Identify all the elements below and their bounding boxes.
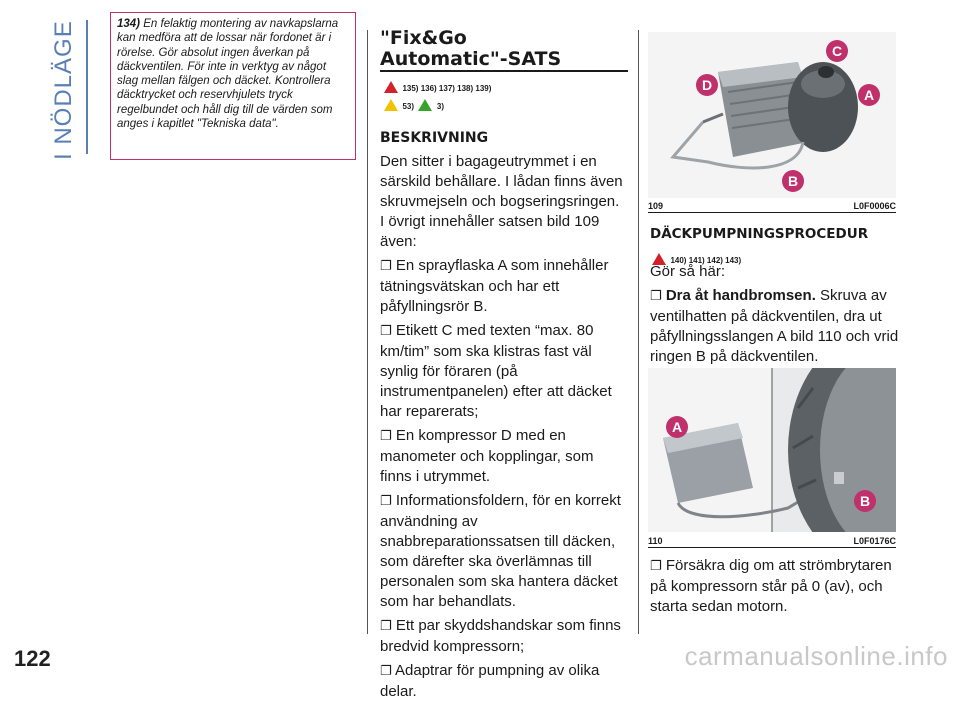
figure-109-rule <box>648 212 896 213</box>
section-tab-rule <box>86 20 88 154</box>
figure-label-a: A <box>858 84 880 106</box>
kit-warning-refs-red <box>384 78 491 96</box>
section-tab <box>44 20 84 160</box>
kit-intro2: I övrigt innehåller satsen bild 109 även: <box>380 213 600 250</box>
kit-refs-green: 3) <box>436 102 445 111</box>
kit-item: ❐ Informationsfoldern, för en korrekt användning av snabbreparationssatsen till däcken, som därefter ska överlämnas till personalen som ska hantera däcket som har behandlats. <box>380 492 621 610</box>
pump-step-2: ❐ Försäkra dig om att strömbrytaren på kompressorn står på 0 (av), och starta sedan motorn. <box>650 557 892 615</box>
kit-item: ❐ Ett par skyddshandskar som finns bredvid kompressorn; <box>380 617 621 655</box>
checkbox-bullet-icon: ❐ <box>380 664 392 679</box>
compressor-illustration <box>648 32 896 198</box>
column-divider-2 <box>638 30 639 634</box>
figure-109-caption <box>648 201 896 211</box>
pump-refs-red: 140) 141) 142) 143) <box>670 256 742 265</box>
checkbox-bullet-icon: ❐ <box>380 494 392 509</box>
pump-heading: DÄCKPUMPNINGSPROCEDUR <box>650 226 869 242</box>
checkbox-bullet-icon: ❐ <box>380 429 392 444</box>
figure-110-caption <box>648 536 896 546</box>
kit-item: ❐ Adaptrar för pumpning av olika delar. <box>380 662 600 700</box>
figure-109-number: 109 <box>648 201 664 211</box>
section-tab-label: I NÖDLÄGE <box>50 20 77 160</box>
checkbox-bullet-icon: ❐ <box>650 559 662 574</box>
pump-text-upper <box>650 262 902 371</box>
figure-label-c: C <box>826 40 848 62</box>
pump-step-1: ❐ Dra åt handbromsen. Skruva av ventilhatten på däckventilen, dra ut påfyllningsslangen A bild 110 och vrid ringen B på däckventilen. <box>650 287 899 365</box>
figure-110-rule <box>648 547 896 548</box>
pump-intro: Gör så här: <box>650 263 726 280</box>
kit-title-rule <box>380 70 628 72</box>
kit-warning-refs-other <box>384 96 444 114</box>
checkbox-bullet-icon: ❐ <box>650 289 662 304</box>
kit-title <box>380 28 561 70</box>
column-divider-1 <box>367 30 368 634</box>
kit-refs-yellow: 53) <box>402 102 415 111</box>
kit-item: ❐ En sprayflaska A som innehåller tätningsvätskan och har ett påfyllningsrör B. <box>380 257 609 315</box>
kit-refs-red: 135) 136) 137) 138) 139) <box>402 84 492 93</box>
checkbox-bullet-icon: ❐ <box>380 259 392 274</box>
figure-109-code: L0F0006C <box>853 201 896 211</box>
description-heading: BESKRIVNING <box>380 130 489 146</box>
caution-icon <box>384 99 398 111</box>
figure-110-number: 110 <box>648 536 663 546</box>
environment-icon <box>418 99 432 111</box>
kit-intro: Den sitter i bagageutrymmet i en särskild behållare. I lådan finns även skruvmejseln och bogseringsringen. <box>380 153 623 210</box>
figure-label-b: B <box>782 170 804 192</box>
kit-item: ❐ En kompressor D med en manometer och kopplingar, som finns i utrymmet. <box>380 427 594 485</box>
figure-label-d: D <box>696 74 718 96</box>
kit-title-line1: "Fix&Go <box>380 27 467 49</box>
figure-label-b: B <box>854 490 876 512</box>
warning-text: En felaktig montering av navkapslarna kan medföra att de lossar när fordonet är i rörelse. Gör absolut ingen åverkan på däckventilen. För inte in verktyg av något slag mellan fälgen och däcket. Kontrollera däcktrycket och reservhjulets tryck regelbundet och håll dig till de värden som anges i kapitlet "Tekniska data". <box>117 18 339 131</box>
checkbox-bullet-icon: ❐ <box>380 324 392 339</box>
pump-text-lower <box>650 556 902 621</box>
kit-item: ❐ Etikett C med texten “max. 80 km/tim” som ska klistras fast väl synlig för föraren (på instrumentpanelen) efter att däcket har reparerats; <box>380 322 612 420</box>
figure-label-a: A <box>666 416 688 438</box>
page-number: 122 <box>14 646 51 671</box>
checkbox-bullet-icon: ❐ <box>380 619 392 634</box>
figure-110-image <box>648 368 896 532</box>
warning-number: 134) <box>117 18 141 30</box>
figure-109-image <box>648 32 896 198</box>
warning-box <box>110 12 356 160</box>
watermark: carmanualsonline.info <box>684 641 948 671</box>
danger-icon <box>384 81 398 93</box>
kit-description <box>380 152 628 706</box>
figure-110-code: L0F0176C <box>853 536 896 546</box>
kit-title-line2: Automatic"-SATS <box>380 48 562 70</box>
